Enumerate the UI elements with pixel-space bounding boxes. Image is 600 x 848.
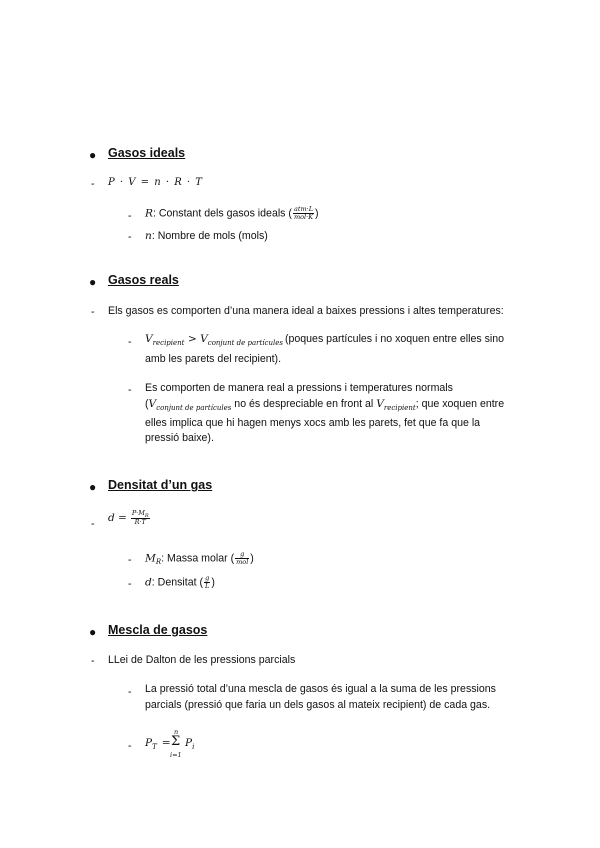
numerator-text: P·M (131, 509, 145, 517)
symbol-v: V (376, 398, 384, 410)
subscript-t: T (152, 743, 157, 751)
bullet-icon: ● (89, 148, 97, 162)
item-massa-molar (145, 551, 254, 566)
dash-marker: - (128, 578, 132, 590)
open-paren: ( (145, 398, 149, 410)
dash-marker: - (128, 210, 132, 222)
heading-gasos-ideals: Gasos ideals (108, 146, 186, 160)
fraction-denominator: L (205, 582, 210, 590)
dash-marker: - (91, 178, 95, 190)
symbol-p: P (145, 737, 153, 749)
fraction-denominator: mol (236, 558, 249, 566)
ideal-gas-formula: P · V = n · R · T (108, 177, 203, 188)
heading-mescla: Mescla de gasos (108, 623, 208, 637)
mixture-item1-line1: La pressió total d’una mescla de gasos és igual a la suma de les pressions (145, 683, 496, 695)
equals-sign: = (161, 737, 171, 749)
subscript-conjunt: conjunt de partícules (156, 404, 232, 412)
real-item2-line4: pressió baixe). (145, 432, 214, 444)
greater-than: > (184, 333, 201, 345)
symbol-v: V (148, 398, 157, 410)
real-item1-line2: amb les parets del recipient). (145, 353, 282, 365)
close-paren: ) (211, 576, 215, 589)
dash-marker: - (91, 655, 95, 667)
symbol-p: P (185, 737, 193, 749)
symbol-n: n (145, 230, 152, 242)
dash-marker: - (128, 686, 132, 698)
real-item2-line3: elles implica que hi hagen menys xocs amb les parets, fet que fa que la (145, 417, 481, 429)
numerator-subscript: R (144, 513, 149, 519)
fraction-atm-l-mol-k (293, 206, 314, 221)
dash-marker: - (91, 518, 95, 530)
density-lhs: d = (108, 511, 127, 524)
sum-upper-limit: n (174, 728, 179, 736)
close-paren: ) (315, 207, 319, 220)
sigma-icon: Σ (171, 734, 181, 749)
symbol-m: M (145, 552, 156, 565)
real-item2-end: ; que xoquen entre (415, 398, 505, 410)
item-constant-r (145, 206, 319, 221)
fraction-denominator: mol·K (293, 213, 314, 221)
dash-marker: - (91, 306, 95, 318)
fraction-numerator: atm·L (293, 205, 314, 213)
nombre-mols-text: : Nombre de mols (mols) (151, 230, 268, 242)
symbol-v: V (200, 333, 208, 345)
fraction-numerator: g (235, 551, 249, 559)
bullet-icon: ● (89, 480, 97, 494)
dash-marker: - (128, 336, 132, 348)
bullet-icon: ● (89, 275, 97, 289)
subscript-recipient: recipient (383, 404, 416, 412)
dash-marker: - (128, 384, 132, 396)
density-fraction (131, 510, 150, 526)
subscript-r: R (155, 558, 162, 567)
real-item2-mid: no és despreciable en front al (231, 398, 377, 410)
fraction-numerator: g (205, 574, 210, 582)
fraction-g-l (204, 575, 210, 590)
symbol-r: R (145, 207, 153, 220)
real-item2-line2 (145, 398, 504, 410)
mixture-item1-line2: parcials (pressió que faria un dels gasos al mateix recipient) de cada gas. (145, 699, 491, 711)
dash-marker: - (128, 231, 132, 243)
subscript-recipient: recipient (152, 339, 185, 347)
dalton-rhs (185, 737, 194, 749)
fraction-g-mol (235, 551, 249, 566)
symbol-d: d (145, 576, 152, 589)
real-item2-line1: Es comporten de manera real a pressions i temperatures normals (145, 382, 453, 394)
dash-marker: - (128, 740, 132, 752)
real-item1-line1 (145, 333, 504, 345)
fraction-denominator: R·T (134, 518, 146, 526)
subscript-i: i (192, 743, 195, 751)
item-densitat (145, 575, 215, 590)
dalton-intro: LLei de Dalton de les pressions parcials (108, 654, 296, 666)
close-paren: ) (250, 552, 254, 565)
real-item1-text: (poques partícules i no xoquen entre elles sino (284, 333, 505, 345)
symbol-v: V (145, 333, 153, 345)
massa-molar-text: : Massa molar ( (161, 552, 235, 565)
sum-lower-limit: i=1 (170, 751, 182, 759)
heading-gasos-reals: Gasos reals (108, 273, 179, 287)
heading-densitat: Densitat d’un gas (108, 478, 213, 492)
dash-marker: - (128, 554, 132, 566)
bullet-icon: ● (89, 625, 97, 639)
subscript-conjunt: conjunt de partícules (207, 339, 283, 347)
dalton-formula (145, 737, 173, 749)
item-nombre-mols (145, 230, 268, 242)
constant-r-text: : Constant dels gasos ideals ( (152, 207, 292, 220)
density-formula (108, 510, 151, 526)
densitat-text: : Densitat ( (151, 576, 204, 589)
gasos-reals-intro: Els gasos es comporten d’una manera ideal a baixes pressions i altes temperatures: (108, 305, 504, 317)
